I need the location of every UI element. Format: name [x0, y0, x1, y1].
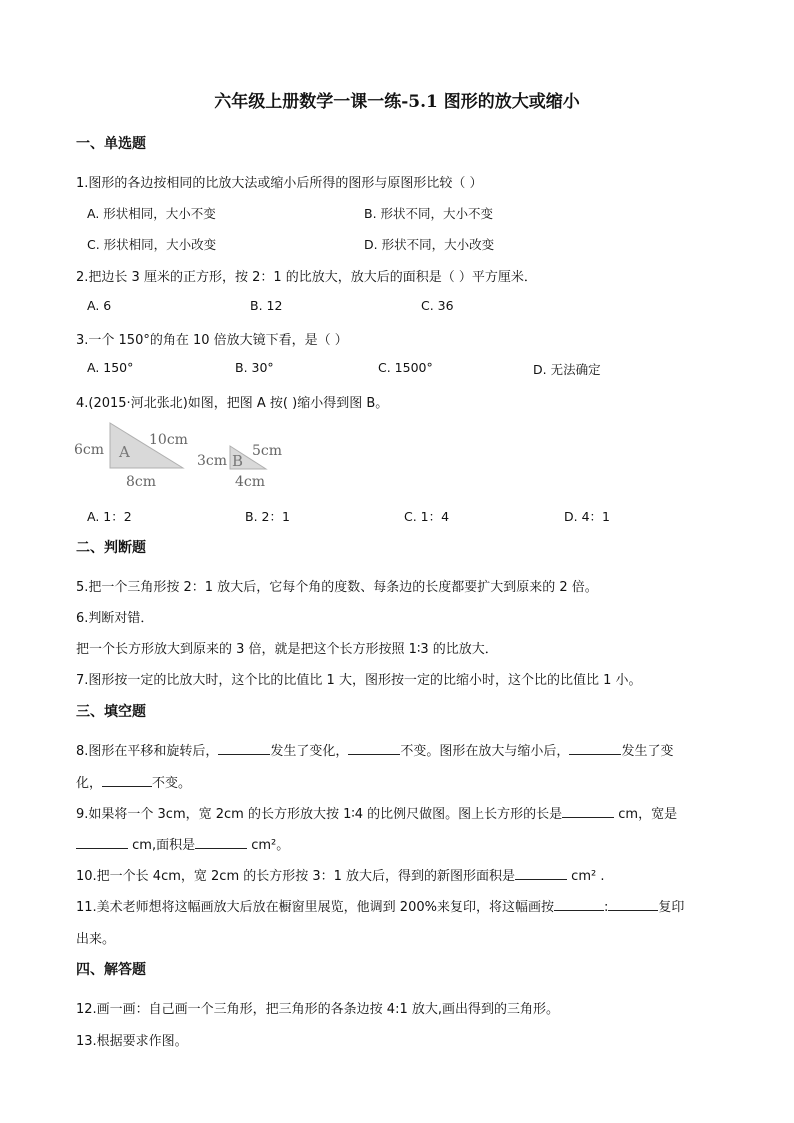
section-heading-fill-in: 三、填空题 — [76, 704, 146, 720]
question-9-text-part: cm,面积是 — [128, 838, 196, 853]
blank-field[interactable] — [554, 898, 604, 911]
question-9-line-2 — [76, 834, 289, 853]
question-3-option-b[interactable]: B. 30° — [235, 360, 274, 375]
question-1-option-d[interactable]: D. 形状不同，大小改变 — [364, 237, 495, 252]
blank-field[interactable] — [195, 836, 247, 849]
question-2-text: 2.把边长 3 厘米的正方形，按 2：1 的比放大，放大后的面积是（ ）平方厘米． — [76, 270, 537, 285]
question-1-option-c[interactable]: C. 形状相同，大小改变 — [87, 237, 217, 252]
triangle-b-hypotenuse-length: 5cm — [252, 443, 283, 459]
blank-field[interactable] — [562, 805, 614, 818]
triangle-figure — [70, 418, 290, 494]
question-8-line-1 — [76, 740, 673, 759]
triangle-a-left-length: 6cm — [74, 442, 105, 458]
question-10-text-part: cm² . — [567, 869, 605, 884]
question-8-text-part: 不变。图形在放大与缩小后， — [400, 744, 570, 759]
blank-field[interactable] — [102, 774, 152, 787]
question-10-text-part: 10.把一个长 4cm，宽 2cm 的长方形按 3：1 放大后，得到的新图形面积是 — [76, 869, 516, 884]
section-heading-answer: 四、解答题 — [76, 962, 146, 978]
question-9-text-part: cm²。 — [247, 838, 290, 853]
triangle-b-label: B — [232, 452, 244, 470]
blank-field[interactable] — [218, 742, 270, 755]
triangle-a-hypotenuse-length: 10cm — [149, 432, 188, 448]
question-2-option-a[interactable]: A. 6 — [87, 298, 112, 313]
question-9-line-1 — [76, 803, 677, 822]
question-8-text-part: 发生了变化， — [270, 744, 349, 759]
triangle-b-bottom-length: 4cm — [235, 474, 266, 490]
question-8-text-part: 发生了变 — [621, 744, 674, 759]
question-1-option-b[interactable]: B. 形状不同，大小不变 — [364, 206, 494, 221]
triangle-a-bottom-length: 8cm — [126, 474, 157, 490]
blank-field[interactable] — [569, 742, 621, 755]
question-3-text: 3.一个 150°的角在 10 倍放大镜下看，是（ ） — [76, 333, 348, 348]
question-11-line-2: 出来。 — [76, 932, 116, 947]
question-9-text-part: cm，宽是 — [614, 807, 678, 822]
question-1-text: 1.图形的各边按相同的比放大法或缩小后所得的图形与原图形比较（ ） — [76, 176, 483, 191]
question-8-text-part: 不变。 — [152, 776, 192, 791]
question-6-line-2: 把一个长方形放大到原来的 3 倍，就是把这个长方形按照 1∶3 的比放大． — [76, 642, 498, 657]
blank-field[interactable] — [348, 742, 400, 755]
question-13-text: 13.根据要求作图。 — [76, 1034, 188, 1049]
question-5-text: 5.把一个三角形按 2：1 放大后，它每个角的度数、每条边的长度都要扩大到原来的 2 倍。 — [76, 580, 598, 595]
question-6-line-1: 6.判断对错． — [76, 611, 154, 626]
question-12-text: 12.画一画：自己画一个三角形，把三角形的各条边按 4:1 放大,画出得到的三角形。 — [76, 1002, 559, 1017]
question-4-option-b[interactable]: B. 2：1 — [245, 509, 290, 524]
question-8-text-part: 8.图形在平移和旋转后， — [76, 744, 219, 759]
question-1-option-a[interactable]: A. 形状相同，大小不变 — [87, 206, 216, 221]
section-heading-single-choice: 一、单选题 — [76, 136, 146, 152]
question-11-text-part: 复印 — [658, 900, 685, 915]
section-heading-true-false: 二、判断题 — [76, 540, 146, 556]
blank-field[interactable] — [608, 898, 658, 911]
question-8-text-part: 化， — [76, 776, 103, 791]
question-3-option-d[interactable]: D. 无法确定 — [533, 362, 601, 377]
question-7-text: 7.图形按一定的比放大时，这个比的比值比 1 大，图形按一定的比缩小时，这个比的比值比 1 小。 — [76, 673, 642, 688]
question-4-option-a[interactable]: A. 1：2 — [87, 509, 132, 524]
triangle-b-left-length: 3cm — [197, 453, 228, 469]
question-2-option-b[interactable]: B. 12 — [250, 298, 283, 313]
blank-field[interactable] — [76, 836, 128, 849]
page-title: 六年级上册数学一课一练-5.1 图形的放大或缩小 — [214, 92, 580, 112]
question-11-text-part: 11.美术老师想将这幅画放大后放在橱窗里展览，他调到 200%来复印，将这幅画按 — [76, 900, 554, 915]
question-8-line-2 — [76, 772, 191, 791]
question-11-line-1 — [76, 896, 684, 915]
blank-field[interactable] — [515, 867, 567, 880]
question-11-text-part: : — [603, 900, 609, 915]
question-3-option-a[interactable]: A. 150° — [87, 360, 134, 375]
question-9-text-part: 9.如果将一个 3cm，宽 2cm 的长方形放大按 1∶4 的比例尺做图。图上长方形的长是 — [76, 807, 563, 822]
question-2-option-c[interactable]: C. 36 — [421, 298, 454, 313]
question-10-text — [76, 865, 604, 884]
question-4-text: 4.(2015·河北张北)如图，把图 A 按( )缩小得到图 B。 — [76, 396, 389, 411]
question-4-option-c[interactable]: C. 1：4 — [404, 509, 450, 524]
triangle-a-label: A — [119, 443, 130, 461]
question-3-option-c[interactable]: C. 1500° — [378, 360, 433, 375]
question-4-option-d[interactable]: D. 4：1 — [564, 509, 610, 524]
